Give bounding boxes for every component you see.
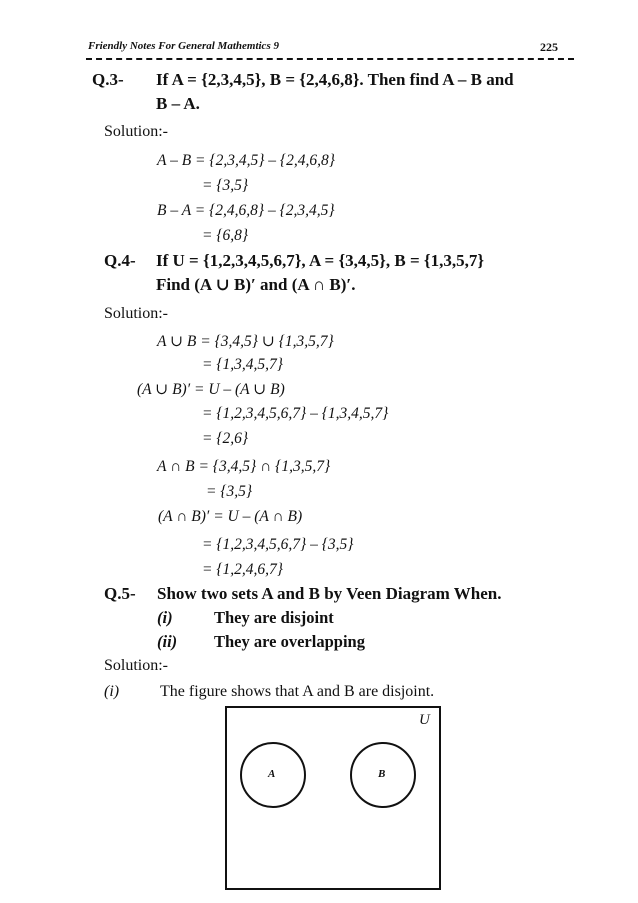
venn-universal-set-box — [225, 706, 441, 890]
q5-question-line1: Show two sets A and B by Veen Diagram When. — [157, 584, 502, 603]
q4-solution-label: Solution:- — [104, 305, 169, 322]
q4-number: Q.4- — [104, 251, 136, 270]
q4-step-9: = {1,2,3,4,5,6,7} – {3,5} — [202, 536, 354, 553]
q3-step-4: = {6,8} — [202, 227, 249, 244]
q4-step-3: (A ∪ B)′ = U – (A ∪ B) — [137, 381, 285, 398]
q3-question-line1: If A = {2,3,4,5}, B = {2,4,6,8}. Then find A – B and — [156, 70, 514, 89]
q4-step-7: = {3,5} — [206, 483, 253, 500]
q5-part-text: The figure shows that A and B are disjoint. — [160, 683, 435, 700]
venn-universal-label: U — [419, 712, 430, 728]
q5-solution-label: Solution:- — [104, 657, 169, 674]
q5-part-number: (i) — [104, 683, 120, 700]
q4-step-8: (A ∩ B)′ = U – (A ∩ B) — [158, 508, 303, 525]
q4-step-5: = {2,6} — [202, 430, 249, 447]
q3-solution-label: Solution:- — [104, 123, 169, 140]
q3-step-2: = {3,5} — [202, 177, 249, 194]
q5-item-2-text: They are overlapping — [214, 632, 365, 651]
page-number: 225 — [540, 40, 558, 54]
q3-number: Q.3- — [92, 70, 124, 89]
q3-question-line2: B – A. — [156, 94, 200, 113]
q5-number: Q.5- — [104, 584, 136, 603]
q3-step-1: A – B = {2,3,4,5} – {2,4,6,8} — [157, 152, 335, 169]
running-header-title: Friendly Notes For General Mathemtics 9 — [88, 40, 279, 52]
q4-step-2: = {1,3,4,5,7} — [202, 356, 283, 373]
q5-item-2-number: (ii) — [157, 632, 178, 651]
q4-question-line1: If U = {1,2,3,4,5,6,7}, A = {3,4,5}, B = {1,3,5,7} — [156, 251, 485, 270]
venn-diagram — [227, 708, 439, 888]
q4-step-4: = {1,2,3,4,5,6,7} – {1,3,4,5,7} — [202, 405, 389, 422]
q4-question-line2: Find (A ∪ B)′ and (A ∩ B)′. — [156, 275, 356, 294]
q4-step-1: A ∪ B = {3,4,5} ∪ {1,3,5,7} — [157, 333, 334, 350]
q4-step-10: = {1,2,4,6,7} — [202, 561, 283, 578]
header-rule — [86, 58, 574, 60]
q4-step-6: A ∩ B = {3,4,5} ∩ {1,3,5,7} — [157, 458, 331, 475]
venn-set-b-label: B — [378, 768, 386, 780]
q5-item-1-text: They are disjoint — [214, 608, 334, 627]
q5-item-1-number: (i) — [157, 608, 173, 627]
venn-set-a-label: A — [268, 768, 276, 780]
q3-step-3: B – A = {2,4,6,8} – {2,3,4,5} — [157, 202, 335, 219]
